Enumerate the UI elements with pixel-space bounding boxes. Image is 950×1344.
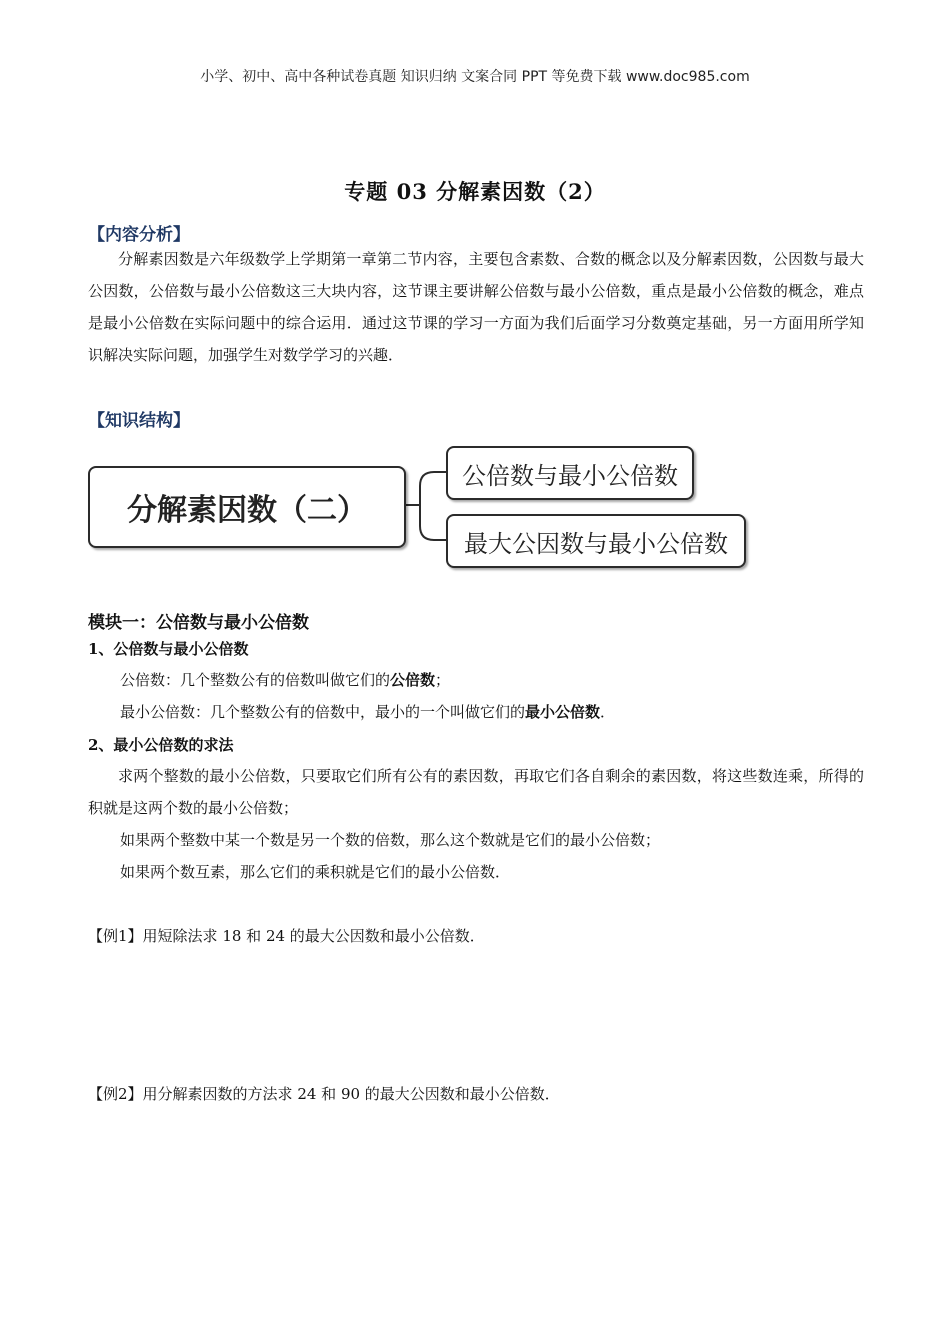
content-analysis-heading: 【内容分析】 xyxy=(88,225,190,245)
example-1 xyxy=(88,925,485,946)
diagram-root-node: 分解素因数（二） xyxy=(88,466,406,548)
example-1-text: 用短除法求 18 和 24 的最大公因数和最小公倍数． xyxy=(142,927,485,945)
def1-suffix: ； xyxy=(435,671,451,689)
example-2-label: 【例2】 xyxy=(88,1085,143,1103)
lcm-method-paragraph-2: 如果两个整数中某一个数是另一个数的倍数，那么这个数就是它们的最小公倍数； xyxy=(120,831,661,849)
lcm-method-paragraph-3: 如果两个数互素，那么它们的乘积就是它们的最小公倍数． xyxy=(120,863,511,881)
example-2 xyxy=(88,1083,560,1104)
definition-lcm xyxy=(120,701,615,723)
page-title: 专题 03 分解素因数（2） xyxy=(344,179,606,204)
example-1-label: 【例1】 xyxy=(88,927,143,945)
definition-common-multiple xyxy=(120,669,450,691)
content-analysis-paragraph: 分解素因数是六年级数学上学期第一章第二节内容，主要包含素数、合数的概念以及分解素因数，公因数与最大公因数，公倍数与最小公倍数这三大块内容，这节课主要讲解公倍数与最小公倍数，重点是最小公倍数的概念，难点是最小公倍数在实际问题中的综合运用．通过这节课的学习一方面为我们后面学习分数奠定基础，另一方面用所学知识解决实际问题，加强学生对数学学习的兴趣． xyxy=(88,250,864,364)
def2-suffix: ． xyxy=(600,703,616,721)
diagram-branch-common-multiple: 公倍数与最小公倍数 xyxy=(446,446,694,500)
lcm-method-paragraph-1: 求两个整数的最小公倍数，只要取它们所有公有的素因数，再取它们各自剩余的素因数，将这些数连乘，所得的积就是这两个数的最小公倍数； xyxy=(88,767,864,817)
section1-title: 1、公倍数与最小公倍数 xyxy=(88,640,249,658)
def1-prefix: 公倍数：几个整数公有的倍数叫做它们的 xyxy=(120,671,391,689)
example-2-text: 用分解素因数的方法求 24 和 90 的最大公因数和最小公倍数． xyxy=(142,1085,560,1103)
diagram-branch-gcd-lcm: 最大公因数与最小公倍数 xyxy=(446,514,746,568)
header-banner: 小学、初中、高中各种试卷真题 知识归纳 文案合同 PPT 等免费下载 www.doc985.com xyxy=(200,69,750,85)
def2-prefix: 最小公倍数：几个整数公有的倍数中，最小的一个叫做它们的 xyxy=(120,703,526,721)
def1-term: 公倍数 xyxy=(390,671,436,689)
section2-title: 2、最小公倍数的求法 xyxy=(88,736,234,754)
def2-term: 最小公倍数 xyxy=(525,703,601,721)
module1-title: 模块一：公倍数与最小公倍数 xyxy=(88,613,309,633)
knowledge-structure-heading: 【知识结构】 xyxy=(88,411,190,431)
